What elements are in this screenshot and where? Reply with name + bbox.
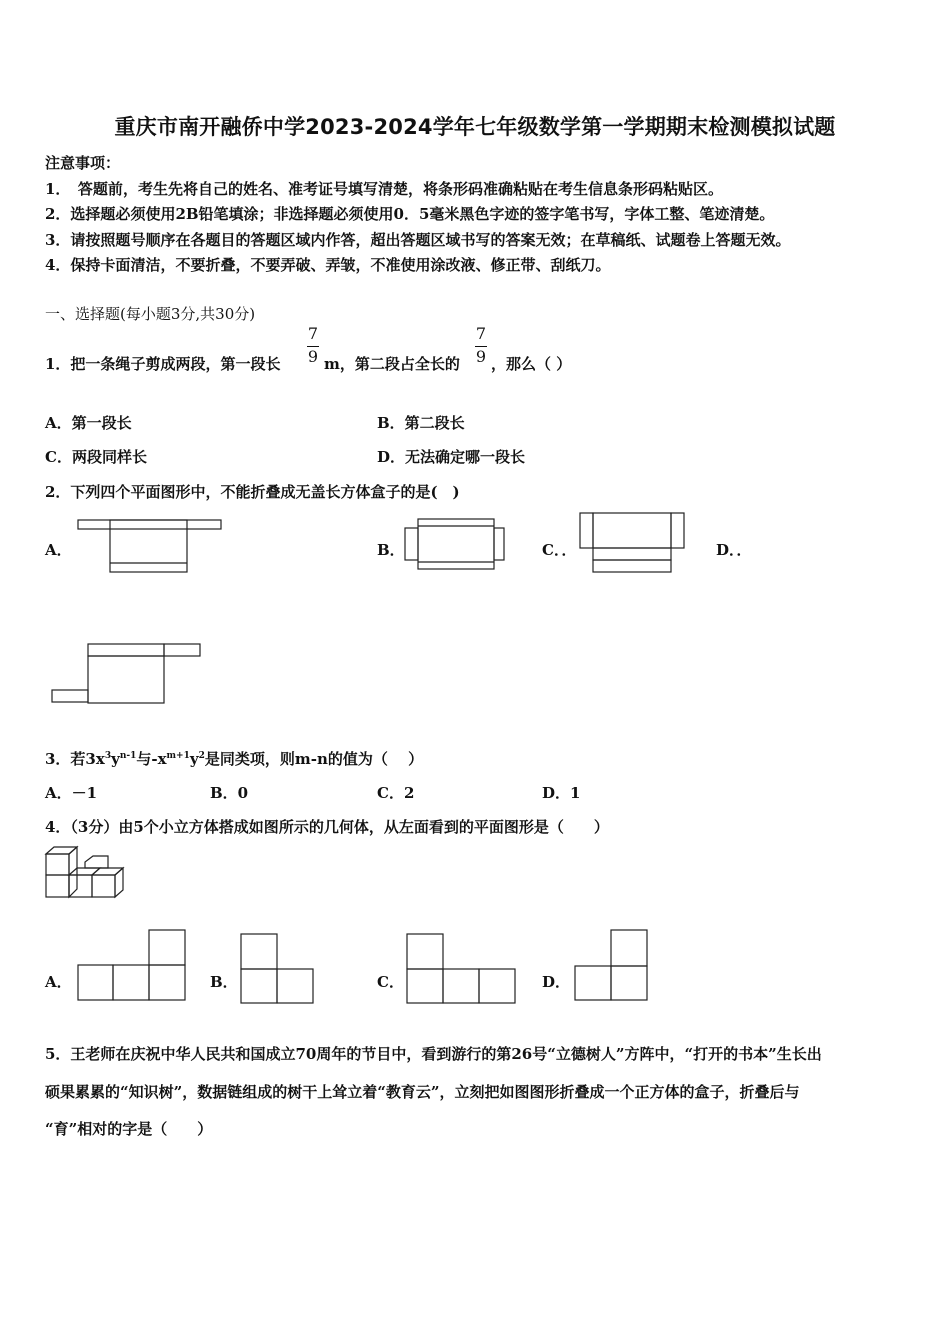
net-flap-right (164, 644, 200, 656)
square (241, 969, 277, 1003)
q4-label-d[interactable]: D． (542, 973, 571, 991)
q1-stem-part2: m，第二段占全长的 (324, 355, 460, 373)
q3-exp-2: n-1 (119, 751, 137, 761)
cube-face (46, 875, 69, 897)
q1-frac2-den: 9 (475, 347, 487, 366)
net-flap-left (405, 528, 418, 560)
notice-item-4: 4．保持卡面清洁，不要折叠，不要弄破、弄皱，不准使用涂改液、修正带、刮纸刀。 (45, 256, 611, 274)
q2-figure-a (78, 519, 224, 575)
q4-figure-c (406, 933, 518, 1005)
cube-side (115, 868, 123, 897)
net-side (593, 548, 671, 560)
q1-option-a[interactable]: A．第一段长 (45, 414, 132, 432)
q3-stem (45, 748, 423, 769)
q4-label-c[interactable]: C． (377, 973, 404, 991)
q4-figure-a (77, 929, 187, 1003)
q2-figure-c (580, 512, 686, 574)
q1-frac2-num: 7 (475, 324, 487, 343)
q1-frac1-num: 7 (307, 324, 319, 343)
square (149, 965, 185, 1000)
q3-text-1: 3．若3x (45, 750, 105, 768)
q3-text-3: 与-x (136, 750, 167, 768)
net-side (593, 560, 671, 572)
net-flap-right (494, 528, 504, 560)
q5-line-3: “育”相对的字是（ ） (45, 1120, 213, 1138)
q4-label-a[interactable]: A． (45, 973, 72, 991)
q4-cube-figure (45, 846, 131, 900)
q4-label-b[interactable]: B． (210, 973, 238, 991)
q1-stem-part1: 1．把一条绳子剪成两段，第一段长 (45, 355, 281, 373)
q4-stem: 4．（3分）由5个小立方体搭成如图所示的几何体，从左面看到的平面图形是（ ） (45, 818, 609, 836)
q3-option-a[interactable]: A．－1 (45, 784, 98, 802)
square (575, 966, 611, 1000)
square (407, 969, 443, 1003)
square (277, 969, 313, 1003)
q3-exp-4: 2 (198, 751, 205, 761)
square (78, 965, 113, 1000)
q1-option-c[interactable]: C．两段同样长 (45, 448, 147, 466)
square (113, 965, 149, 1000)
q4-figure-b (240, 933, 316, 1005)
notice-item-2: 2．选择题必须使用2B铅笔填涂；非选择题必须使用0．5毫米黑色字迹的签字笔书写，字体工整、笔迹清楚。 (45, 205, 775, 223)
q2-label-b[interactable]: B． (377, 541, 405, 559)
q2-figure-b (405, 517, 505, 573)
cube-face (46, 854, 69, 875)
net-flap-left (52, 690, 88, 702)
q3-option-c[interactable]: C．2 (377, 784, 415, 802)
page-title: 重庆市南开融侨中学2023-2024学年七年级数学第一学期期末检测模拟试题 (114, 115, 836, 139)
square (611, 966, 647, 1000)
cube-face (92, 875, 115, 897)
q3-option-d[interactable]: D．1 (542, 784, 581, 802)
q1-option-d[interactable]: D．无法确定哪一段长 (377, 448, 526, 466)
net-base (110, 520, 187, 572)
net-flap-right (671, 513, 684, 548)
notice-item-1: 1． 答题前，考生先将自己的姓名、准考证号填写清楚，将条形码准确粘贴在考生信息条形码粘贴区。 (45, 180, 723, 198)
q2-figure-d (52, 643, 202, 705)
square (407, 934, 443, 969)
q1-option-b[interactable]: B．第二段长 (377, 414, 465, 432)
q5-line-1: 5．王老师在庆祝中华人民共和国成立70周年的节目中，看到游行的第26号“立德树人”方阵中，“打开的书本”生长出 (45, 1045, 822, 1063)
square (611, 930, 647, 966)
q2-label-c[interactable]: C．． (542, 541, 577, 559)
cube-back (85, 856, 108, 868)
notice-item-3: 3．请按照题号顺序在各题目的答题区域内作答，超出答题区域书写的答案无效；在草稿纸、试题卷上答题无效。 (45, 231, 791, 249)
q3-exp-1: 3 (104, 751, 112, 761)
net-side (88, 644, 164, 656)
square (479, 969, 515, 1003)
q5-line-2: 硕果累累的“知识树”，数据链组成的树干上耸立着“教育云”，立刻把如图图形折叠成一个正方体的盒子，折叠后与 (45, 1083, 800, 1101)
net-base (88, 656, 164, 703)
q3-text-4: y (189, 750, 199, 768)
net-flap-left (580, 513, 593, 548)
notice-heading: 注意事项： (45, 154, 121, 172)
net-flap (78, 520, 221, 529)
q2-label-d[interactable]: D．． (716, 541, 752, 559)
q2-stem: 2．下列四个平面图形中，不能折叠成无盖长方体盒子的是( ) (45, 483, 460, 501)
q1-frac1-den: 9 (307, 347, 319, 366)
q3-text-5: 是同类项，则m-n的值为（ ） (204, 750, 424, 768)
square (443, 969, 479, 1003)
section-heading: 一、选择题(每小题3分,共30分) (45, 305, 256, 323)
q4-figure-d (574, 929, 650, 1003)
square (149, 930, 185, 965)
q2-label-a[interactable]: A． (45, 541, 72, 559)
q3-text-2: y (111, 750, 120, 768)
net-base (593, 513, 671, 548)
q1-stem-part3: ，那么（ ） (491, 355, 572, 373)
square (241, 934, 277, 969)
q3-option-b[interactable]: B．0 (210, 784, 249, 802)
q3-exp-3: m+1 (166, 751, 190, 761)
